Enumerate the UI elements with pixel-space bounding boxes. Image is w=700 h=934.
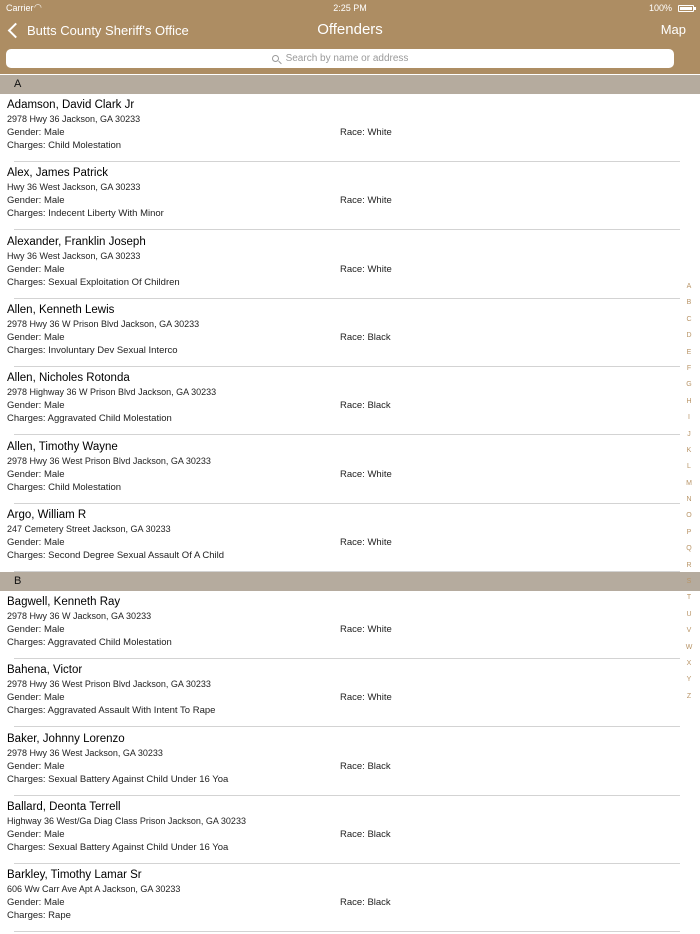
offender-address: 2978 Hwy 36 West Prison Blvd Jackson, GA 30233: [7, 679, 211, 690]
offender-name: Alexander, Franklin Joseph: [7, 235, 146, 248]
offender-charges: Charges: Sexual Battery Against Child Under 16 Yoa: [7, 773, 229, 785]
chevron-left-icon: [8, 22, 24, 38]
offender-row[interactable]: [0, 94, 700, 162]
index-letter-t[interactable]: T: [686, 594, 692, 602]
offender-race: Race: White: [340, 624, 392, 635]
index-letter-b[interactable]: B: [686, 299, 692, 307]
offender-row[interactable]: [0, 231, 700, 299]
index-letter-j[interactable]: J: [687, 430, 691, 438]
offender-charges: Charges: Indecent Liberty With Minor: [7, 208, 164, 220]
offender-gender: Gender: Male: [7, 897, 65, 909]
offender-row[interactable]: [0, 591, 700, 659]
offender-name: Allen, Timothy Wayne: [7, 440, 118, 453]
offender-row[interactable]: [0, 728, 700, 796]
index-letter-y[interactable]: Y: [686, 676, 692, 684]
offender-race: Race: White: [340, 263, 392, 275]
offender-address: 247 Cemetery Street Jackson, GA 30233: [7, 523, 171, 534]
offender-row[interactable]: [0, 436, 700, 504]
offender-row[interactable]: [0, 367, 700, 435]
offender-race: Race: White: [340, 536, 392, 548]
index-letter-x[interactable]: X: [686, 659, 692, 667]
offender-gender: Gender: Male: [7, 536, 65, 548]
offender-row[interactable]: [0, 162, 700, 230]
index-letter-f[interactable]: F: [686, 364, 692, 372]
section-header-b: B: [0, 572, 700, 591]
offender-race: Race: White: [340, 127, 392, 138]
offender-row[interactable]: [0, 659, 700, 727]
offender-race: Race: Black: [340, 760, 391, 772]
offender-address: Highway 36 West/Ga Diag Class Prison Jackson, GA 30233: [7, 815, 246, 826]
offender-row[interactable]: [0, 299, 700, 367]
offender-race: Race: Black: [340, 331, 391, 343]
index-letter-r[interactable]: R: [686, 561, 692, 569]
index-letter-k[interactable]: K: [686, 446, 692, 454]
offender-address: 2978 Hwy 36 West Prison Blvd Jackson, GA 30233: [7, 455, 211, 466]
index-letter-q[interactable]: Q: [686, 545, 692, 553]
offender-gender: Gender: Male: [7, 400, 65, 412]
map-button[interactable]: Map: [660, 22, 686, 37]
search-placeholder: Search by name or address: [285, 53, 409, 64]
carrier-label: Carrier: [6, 3, 34, 13]
offender-gender: Gender: Male: [7, 331, 65, 343]
battery-percent: 100%: [648, 3, 672, 13]
index-letter-u[interactable]: U: [686, 610, 692, 618]
index-letter-a[interactable]: A: [686, 283, 692, 290]
offender-race: Race: White: [340, 692, 392, 704]
offender-name: Adamson, David Clark Jr: [7, 99, 135, 111]
index-letter-l[interactable]: L: [687, 463, 691, 471]
offender-address: 2978 Hwy 36 West Jackson, GA 30233: [7, 747, 163, 758]
offender-gender: Gender: Male: [7, 828, 65, 840]
offender-name: Barkley, Timothy Lamar Sr: [7, 869, 142, 882]
offender-row[interactable]: [0, 504, 700, 572]
section-index[interactable]: [683, 279, 695, 705]
offender-name: Baker, Johnny Lorenzo: [7, 732, 125, 745]
navigation-bar: [0, 16, 700, 44]
offender-gender: Gender: Male: [7, 195, 65, 207]
offender-address: 606 Ww Carr Ave Apt A Jackson, GA 30233: [7, 884, 181, 895]
offender-race: Race: Black: [340, 828, 391, 840]
offender-race: Race: White: [340, 195, 392, 207]
row-divider: [14, 931, 680, 932]
offender-charges: Charges: Sexual Battery Against Child Under 16 Yoa: [7, 841, 229, 853]
offender-name: Alex, James Patrick: [7, 167, 108, 180]
offender-charges: Charges: Involuntary Dev Sexual Interco: [7, 344, 178, 356]
offender-charges: Charges: Child Molestation: [7, 140, 122, 151]
offender-address: 2978 Hwy 36 W Jackson, GA 30233: [7, 611, 152, 621]
offender-row[interactable]: [0, 796, 700, 864]
offender-name: Allen, Kenneth Lewis: [7, 303, 115, 316]
index-letter-p[interactable]: P: [686, 528, 692, 536]
section-header-a: A: [0, 75, 700, 94]
index-letter-o[interactable]: O: [686, 512, 692, 520]
clock: 2:25 PM: [333, 3, 367, 13]
index-letter-n[interactable]: N: [686, 496, 692, 504]
index-letter-s[interactable]: S: [686, 578, 692, 586]
index-letter-z[interactable]: Z: [686, 692, 692, 700]
index-letter-w[interactable]: W: [685, 643, 693, 651]
status-bar: [0, 0, 700, 16]
offender-charges: Charges: Aggravated Assault With Intent To Rape: [7, 705, 216, 717]
offender-name: Ballard, Deonta Terrell: [7, 800, 121, 813]
search-input[interactable]: [6, 49, 674, 68]
back-button[interactable]: [6, 20, 189, 40]
offender-gender: Gender: Male: [7, 624, 65, 635]
wifi-icon: ◠: [34, 2, 42, 12]
search-bar: [0, 44, 700, 74]
offender-race: Race: White: [340, 468, 392, 480]
index-letter-v[interactable]: V: [686, 627, 692, 635]
index-letter-g[interactable]: G: [686, 381, 692, 389]
page-title: Offenders: [317, 21, 383, 38]
battery-icon: [678, 5, 694, 12]
offender-gender: Gender: Male: [7, 127, 65, 138]
offender-address: Hwy 36 West Jackson, GA 30233: [7, 182, 141, 193]
offender-gender: Gender: Male: [7, 760, 65, 772]
offender-name: Argo, William R: [7, 508, 87, 521]
offender-charges: Charges: Second Degree Sexual Assault Of A Child: [7, 549, 225, 561]
index-letter-c[interactable]: C: [686, 315, 692, 323]
offender-row[interactable]: [0, 864, 700, 932]
offender-address: 2978 Highway 36 W Prison Blvd Jackson, GA 30233: [7, 387, 217, 398]
index-letter-m[interactable]: M: [686, 479, 692, 487]
offender-race: Race: Black: [340, 897, 391, 909]
search-icon: [272, 55, 279, 62]
index-letter-h[interactable]: H: [686, 397, 692, 405]
offender-charges: Charges: Rape: [7, 910, 71, 922]
offender-address: 2978 Hwy 36 W Prison Blvd Jackson, GA 30233: [7, 318, 200, 329]
offender-name: Bagwell, Kenneth Ray: [7, 596, 121, 608]
offender-charges: Charges: Aggravated Child Molestation: [7, 637, 172, 648]
offender-address: 2978 Hwy 36 Jackson, GA 30233: [7, 114, 141, 124]
offender-name: Bahena, Victor: [7, 664, 83, 677]
offender-gender: Gender: Male: [7, 263, 65, 275]
index-letter-e[interactable]: E: [686, 348, 692, 356]
index-letter-i[interactable]: I: [688, 414, 690, 422]
offender-gender: Gender: Male: [7, 692, 65, 704]
offender-gender: Gender: Male: [7, 468, 65, 480]
offender-race: Race: Black: [340, 400, 391, 412]
offender-address: Hwy 36 West Jackson, GA 30233: [7, 250, 141, 261]
offender-name: Allen, Nicholes Rotonda: [7, 372, 130, 385]
offender-charges: Charges: Sexual Exploitation Of Children: [7, 276, 180, 288]
offender-charges: Charges: Aggravated Child Molestation: [7, 413, 172, 425]
index-letter-d[interactable]: D: [686, 332, 692, 340]
back-button-label: Butts County Sheriff's Office: [27, 22, 189, 38]
offender-charges: Charges: Child Molestation: [7, 481, 122, 493]
